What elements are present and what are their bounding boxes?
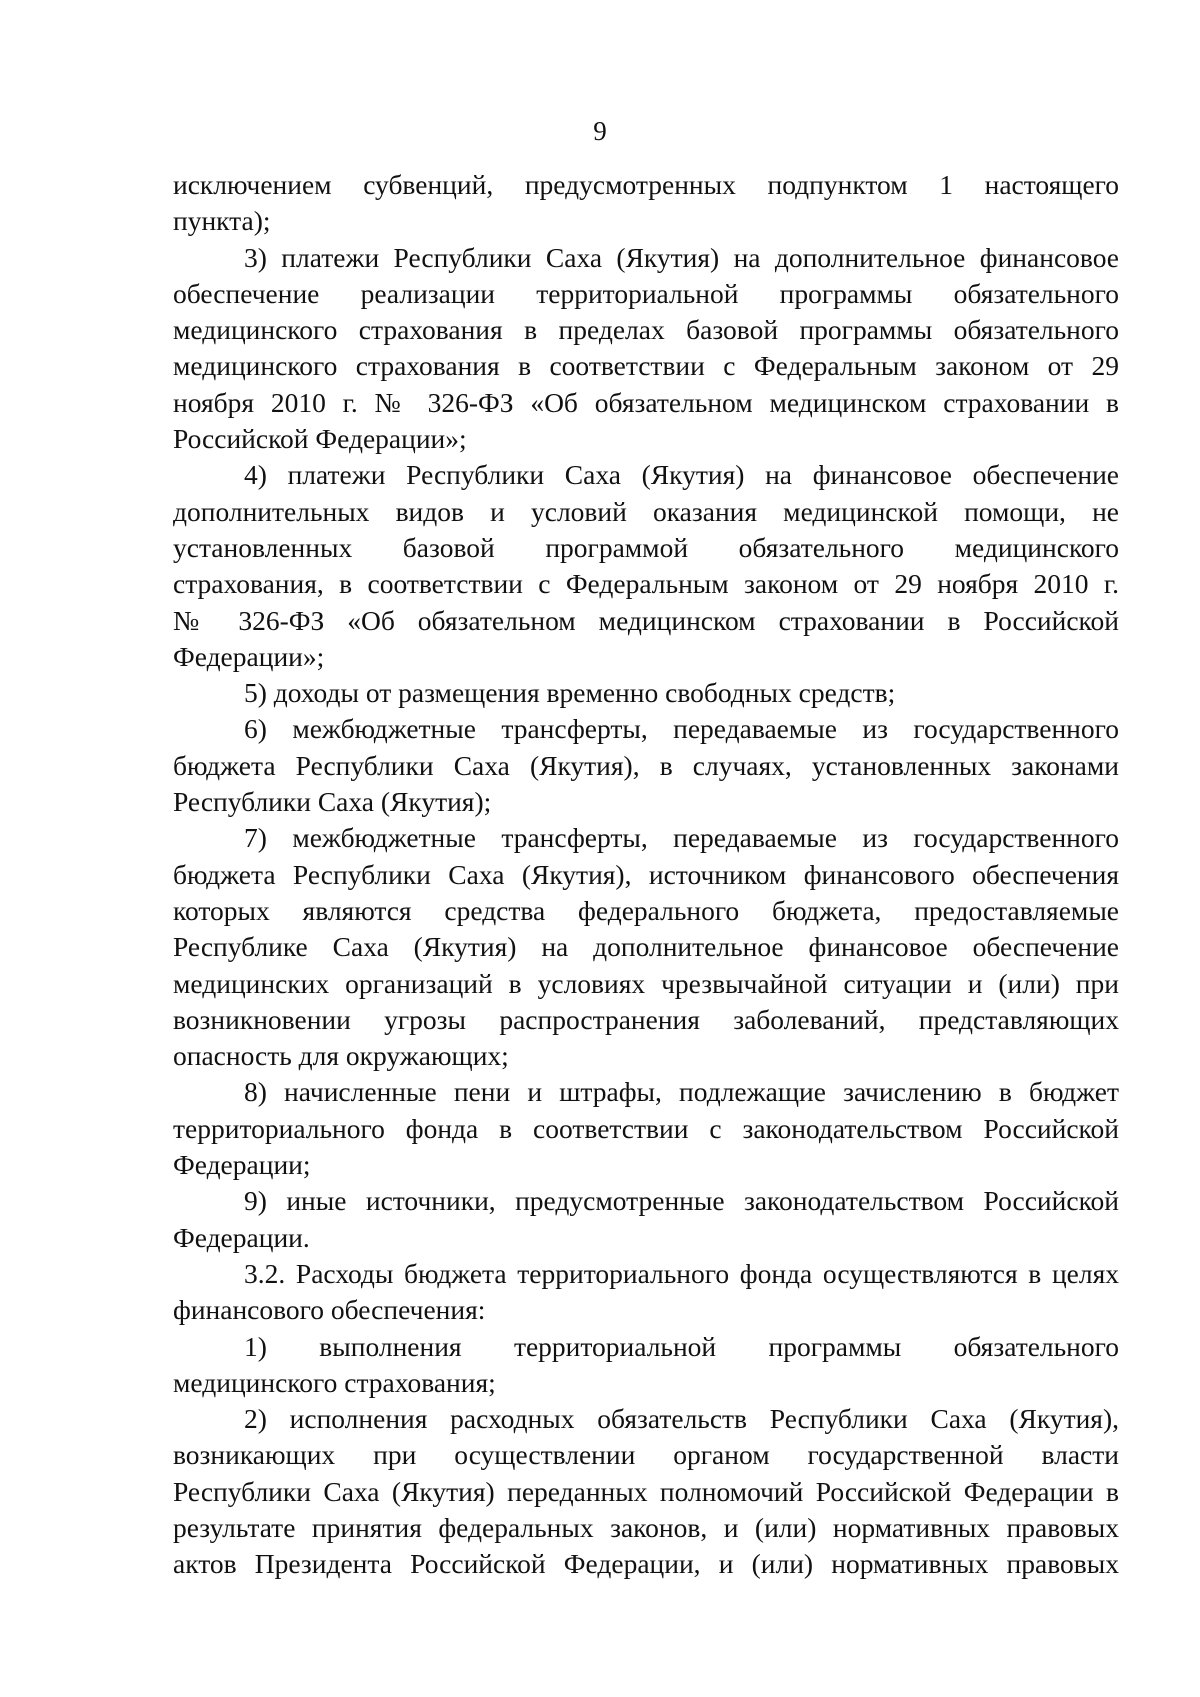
text-line: 5) доходы от размещения временно свободных средств; <box>244 677 896 709</box>
text-line: возникновении угрозы распространения заболеваний, представляющих <box>173 1003 1119 1035</box>
text-line: Республики Саха (Якутия) переданных полномочий Российской Федерации в <box>173 1475 1119 1507</box>
text-line: установленных базовой программой обязательного медицинского <box>173 531 1119 563</box>
text-line: 1) выполнения территориальной программы обязательного <box>244 1330 1119 1362</box>
text-line: Федерации»; <box>173 640 325 672</box>
body-text <box>173 167 1119 1583</box>
text-line: медицинского страхования в пределах базовой программы обязательного <box>173 314 1119 346</box>
text-line: результате принятия федеральных законов, и (или) нормативных правовых <box>173 1511 1119 1543</box>
page-number: 9 <box>593 116 607 146</box>
text-line: обеспечение реализации территориальной программы обязательного <box>173 277 1119 309</box>
text-line: медицинских организаций в условиях чрезвычайной ситуации и (или) при <box>173 967 1119 999</box>
text-line: 3.2. Расходы бюджета территориального фонда осуществляются в целях <box>244 1257 1119 1289</box>
text-line: 7) межбюджетные трансферты, передаваемые из государственного <box>244 822 1119 854</box>
text-line: 9) иные источники, предусмотренные законодательством Российской <box>244 1185 1119 1217</box>
text-line: медицинского страхования; <box>173 1366 496 1398</box>
text-line: возникающих при осуществлении органом государственной власти <box>173 1439 1119 1471</box>
text-line: пункта); <box>173 205 271 237</box>
text-line: медицинского страхования в соответствии с Федеральным законом от 29 <box>173 350 1119 382</box>
text-line: Республике Саха (Якутия) на дополнительное финансовое обеспечение <box>173 931 1119 963</box>
text-line: бюджета Республики Саха (Якутия), в случаях, установленных законами <box>173 749 1119 781</box>
text-line: финансового обеспечения: <box>173 1294 486 1326</box>
text-line: которых являются средства федерального бюджета, предоставляемые <box>173 894 1119 926</box>
text-line: Российской Федерации»; <box>173 423 467 455</box>
text-line: страхования, в соответствии с Федеральным законом от 29 ноября 2010 г. <box>173 568 1119 600</box>
text-line: 3) платежи Республики Саха (Якутия) на дополнительное финансовое <box>244 241 1119 273</box>
text-line: бюджета Республики Саха (Якутия), источником финансового обеспечения <box>173 858 1119 890</box>
text-line: Федерации; <box>173 1149 311 1181</box>
text-line: исключением субвенций, предусмотренных подпунктом 1 настоящего <box>173 169 1119 200</box>
text-line: № 326-ФЗ «Об обязательном медицинском страховании в Российской <box>173 604 1119 636</box>
text-line: 6) межбюджетные трансферты, передаваемые из государственного <box>244 713 1119 745</box>
text-line: опасность для окружающих; <box>173 1040 509 1072</box>
text-line: 2) исполнения расходных обязательств Республики Саха (Якутия), <box>244 1403 1119 1435</box>
text-line: 4) платежи Республики Саха (Якутия) на финансовое обеспечение <box>244 459 1119 491</box>
text-line: ноября 2010 г. № 326-ФЗ «Об обязательном медицинском страховании в <box>173 386 1119 418</box>
text-line: Федерации. <box>173 1221 310 1253</box>
text-line: дополнительных видов и условий оказания медицинской помощи, не <box>173 495 1119 527</box>
text-line: актов Президента Российской Федерации, и (или) нормативных правовых <box>173 1548 1119 1580</box>
text-line: 8) начисленные пени и штрафы, подлежащие зачислению в бюджет <box>244 1076 1119 1108</box>
text-line: Республики Саха (Якутия); <box>173 786 492 818</box>
text-line: территориального фонда в соответствии с законодательством Российской <box>173 1112 1119 1144</box>
